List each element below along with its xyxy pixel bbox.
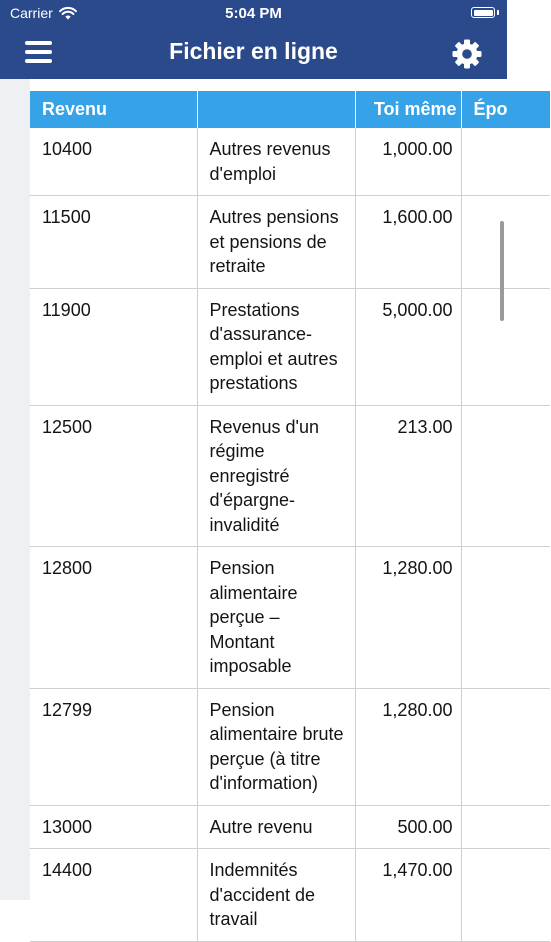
carrier-label: Carrier [10,5,53,21]
table-row[interactable] [30,288,550,405]
income-label: Pension alimentaire perçue – Montant imposable [197,547,355,689]
amount-spouse[interactable] [461,405,550,547]
column-header-yourself: Toi même [355,91,461,128]
amount-spouse[interactable] [461,688,550,805]
table-row[interactable] [30,849,550,942]
income-sheet [30,79,508,929]
income-label: Autre revenu [197,805,355,849]
column-header-description [197,91,355,128]
amount-spouse[interactable] [461,849,550,942]
amount-spouse[interactable] [461,547,550,689]
income-label: Pension alimentaire brute perçue (à titre d'information) [197,688,355,805]
income-code: 14400 [30,849,197,942]
table-row[interactable] [30,128,550,196]
income-label: Revenus d'un régime enregistré d'épargne-invalidité [197,405,355,547]
nav-bar [0,27,507,79]
table-row[interactable] [30,805,550,849]
amount-yourself[interactable]: 1,600.00 [355,196,461,289]
amount-yourself[interactable]: 213.00 [355,405,461,547]
amount-yourself[interactable]: 1,280.00 [355,547,461,689]
income-label: Indemnités d'accident de travail [197,849,355,942]
table-row[interactable] [30,688,550,805]
table-row[interactable] [30,547,550,689]
status-time: 5:04 PM [225,5,282,22]
income-code: 11900 [30,288,197,405]
amount-spouse[interactable] [461,288,550,405]
column-header-spouse: Épo [461,91,550,128]
income-code: 12800 [30,547,197,689]
amount-spouse[interactable] [461,128,550,196]
income-code: 13000 [30,805,197,849]
page-title: Fichier en ligne [169,38,338,64]
gear-icon[interactable] [451,38,483,70]
income-code: 11500 [30,196,197,289]
income-label: Prestations d'assurance-emploi et autres prestations [197,288,355,405]
table-row[interactable] [30,405,550,547]
battery-tip [497,10,499,15]
amount-spouse[interactable] [461,805,550,849]
vertical-scrollbar[interactable] [500,221,504,321]
income-label: Autres pensions et pensions de retraite [197,196,355,289]
amount-yourself[interactable]: 1,280.00 [355,688,461,805]
amount-yourself[interactable]: 500.00 [355,805,461,849]
amount-spouse[interactable] [461,196,550,289]
income-label: Autres revenus d'emploi [197,128,355,196]
status-bar [0,0,507,27]
amount-yourself[interactable]: 5,000.00 [355,288,461,405]
table-row[interactable] [30,196,550,289]
income-code: 12500 [30,405,197,547]
column-header-income: Revenu [30,91,197,128]
income-table [30,91,551,942]
battery-icon [471,7,495,18]
amount-yourself[interactable]: 1,470.00 [355,849,461,942]
table-header-row [30,91,550,128]
amount-yourself[interactable]: 1,000.00 [355,128,461,196]
income-code: 12799 [30,688,197,805]
income-code: 10400 [30,128,197,196]
content-area [0,79,508,929]
